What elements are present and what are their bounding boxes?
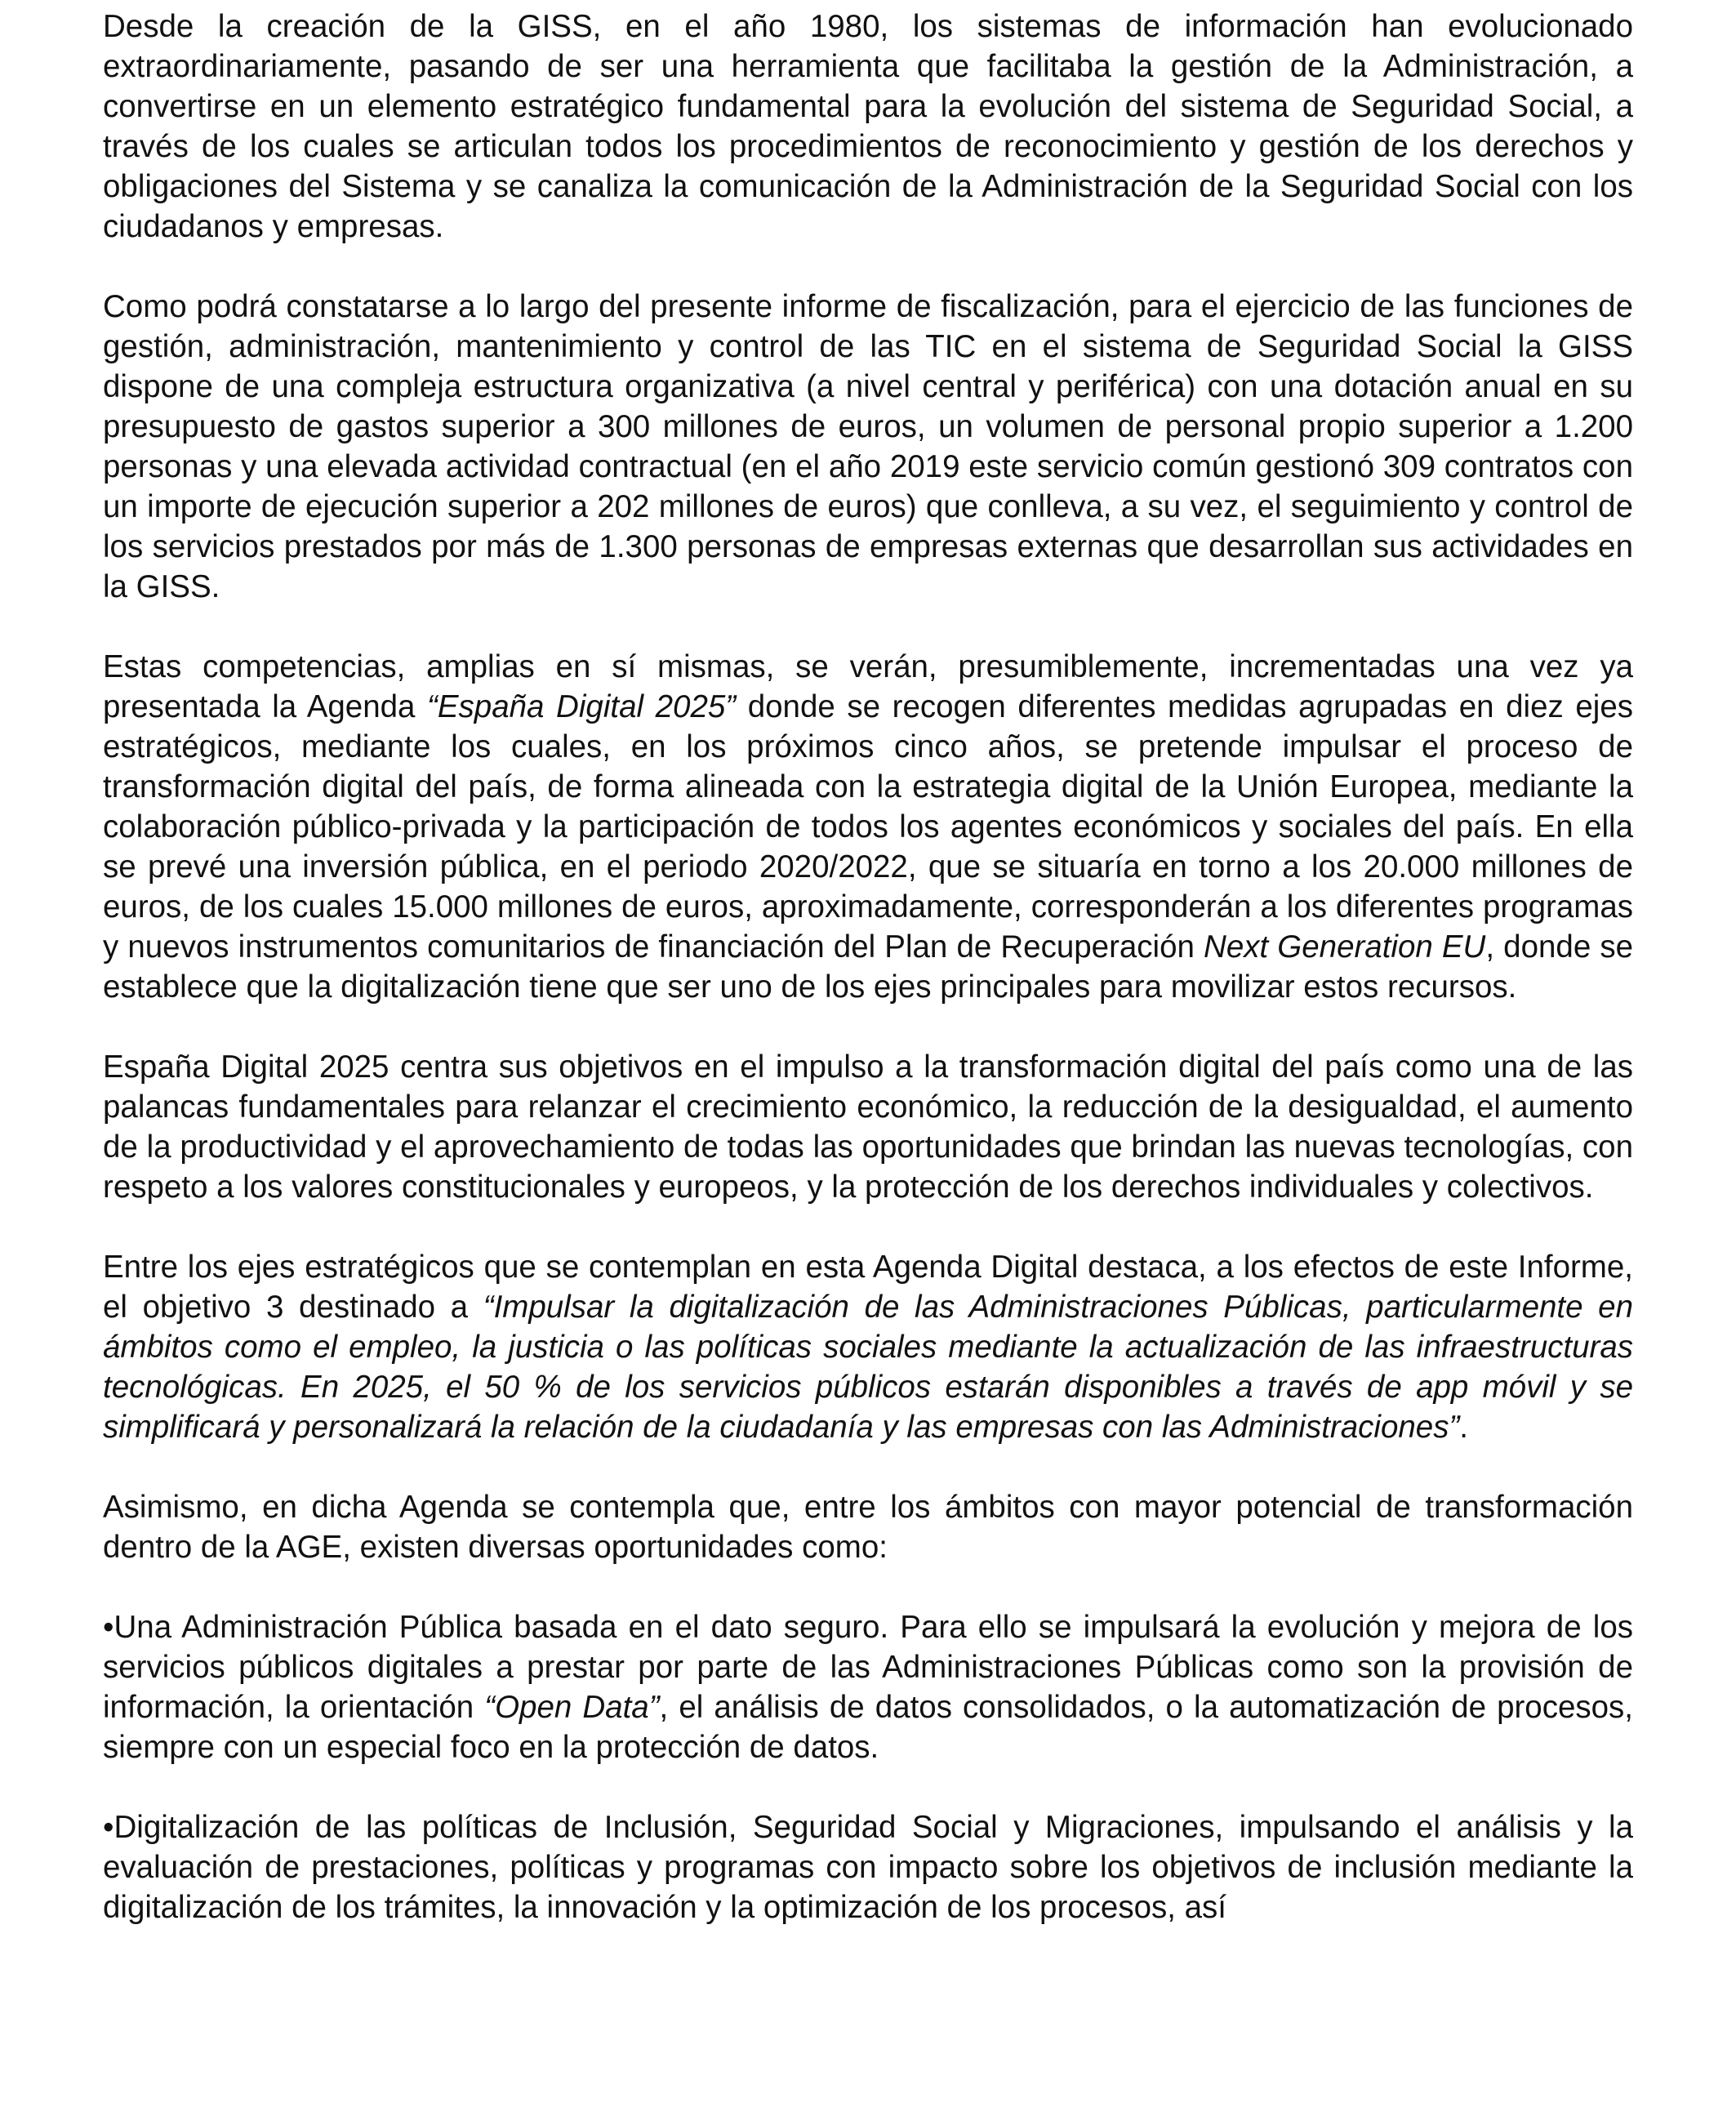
paragraph-digital-objectives (103, 1047, 1633, 1207)
italic-open-data: “Open Data” (484, 1690, 660, 1725)
bullet-data-based-administration (103, 1607, 1633, 1767)
paragraph-audit-overview (103, 287, 1633, 607)
document-page (103, 7, 1633, 1927)
text-segment: . (1459, 1410, 1468, 1445)
text-segment: , el análisis de datos consolidados, o la automatización de procesos, siempre con un especial foco en la protección de datos. (103, 1690, 1633, 1765)
text-segment: Entre los ejes estratégicos que se contemplan en esta Agenda Digital destaca, a los efectos de este Informe, el objetivo 3 destinado a (103, 1250, 1633, 1325)
italic-objective-quote: “Impulsar la digitalización de las Administraciones Públicas, particularmente en ámbitos como el empleo, la justicia o las políticas sociales mediante la actualización de las infraestructuras tecnológicas. En 2025, el 50 % de los servicios públicos estarán disponibles a través de app móvil y se simplificará y personalizará la relación de la ciudadanía y las empresas con las Administraciones” (103, 1290, 1633, 1445)
text-segment: •Una Administración Pública basada en el dato seguro. Para ello se impulsará la evolución y mejora de los servicios públicos digitales a prestar por parte de las Administraciones Públicas como son la provisión de información, la orientación (103, 1610, 1633, 1725)
text-segment: España Digital 2025 centra sus objetivos en el impulso a la transformación digital del país como una de las palancas fundamentales para relanzar el crecimiento económico, la reducción de la desigualdad, el aumento de la productividad y el aprovechamiento de todas las oportunidades que brindan las nuevas tecnologías, con respeto a los valores constitucionales y europeos, y la protección de los derechos individuales y colectivos. (103, 1049, 1633, 1205)
paragraph-giss-history (103, 7, 1633, 247)
text-segment: Estas competencias, amplias en sí mismas, se verán, presumiblemente, incrementadas una vez ya presentada la Agenda (103, 649, 1633, 724)
paragraph-espana-digital-agenda (103, 647, 1633, 1007)
italic-next-generation-eu: Next Generation EU (1204, 929, 1486, 965)
text-segment: , donde se establece que la digitalización tiene que ser uno de los ejes principales para movilizar estos recursos. (103, 929, 1633, 1005)
paragraph-age-opportunities (103, 1487, 1633, 1567)
text-segment: Asimismo, en dicha Agenda se contempla que, entre los ámbitos con mayor potencial de transformación dentro de la AGE, existen diversas oportunidades como: (103, 1490, 1633, 1565)
italic-agenda-title: “España Digital 2025” (427, 689, 737, 724)
text-segment: donde se recogen diferentes medidas agrupadas en diez ejes estratégicos, mediante los cuales, en los próximos cinco años, se pretende impulsar el proceso de transformación digital del país, de forma alineada con la estrategia digital de la Unión Europea, mediante la colaboración público-privada y la participación de todos los agentes económicos y sociales del país. En ella se prevé una inversión pública, en el periodo 2020/2022, que se situaría en torno a los 20.000 millones de euros, de los cuales 15.000 millones de euros, aproximadamente, corresponderán a los diferentes programas y nuevos instrumentos comunitarios de financiación del Plan de Recuperación (103, 689, 1633, 965)
text-segment: •Digitalización de las políticas de Inclusión, Seguridad Social y Migraciones, impulsando el análisis y la evaluación de prestaciones, políticas y programas con impacto sobre los objetivos de inclusión mediante la digitalización de los trámites, la innovación y la optimización de los procesos, así (103, 1810, 1633, 1925)
paragraph-strategic-axis-3 (103, 1247, 1633, 1447)
text-segment: Desde la creación de la GISS, en el año 1980, los sistemas de información han evolucionado extraordinariamente, pasando de ser una herramienta que facilitaba la gestión de la Administración, a convertirse en un elemento estratégico fundamental para la evolución del sistema de Seguridad Social, a través de los cuales se articulan todos los procedimientos de reconocimiento y gestión de los derechos y obligaciones del Sistema y se canaliza la comunicación de la Administración de la Seguridad Social con los ciudadanos y empresas. (103, 9, 1633, 244)
text-segment: Como podrá constatarse a lo largo del presente informe de fiscalización, para el ejercicio de las funciones de gestión, administración, mantenimiento y control de las TIC en el sistema de Seguridad Social la GISS dispone de una compleja estructura organizativa (a nivel central y periférica) con una dotación anual en su presupuesto de gastos superior a 300 millones de euros, un volumen de personal propio superior a 1.200 personas y una elevada actividad contractual (en el año 2019 este servicio común gestionó 309 contratos con un importe de ejecución superior a 202 millones de euros) que conlleva, a su vez, el seguimiento y control de los servicios prestados por más de 1.300 personas de empresas externas que desarrollan sus actividades en la GISS. (103, 289, 1633, 604)
bullet-digitalization-policies (103, 1807, 1633, 1927)
